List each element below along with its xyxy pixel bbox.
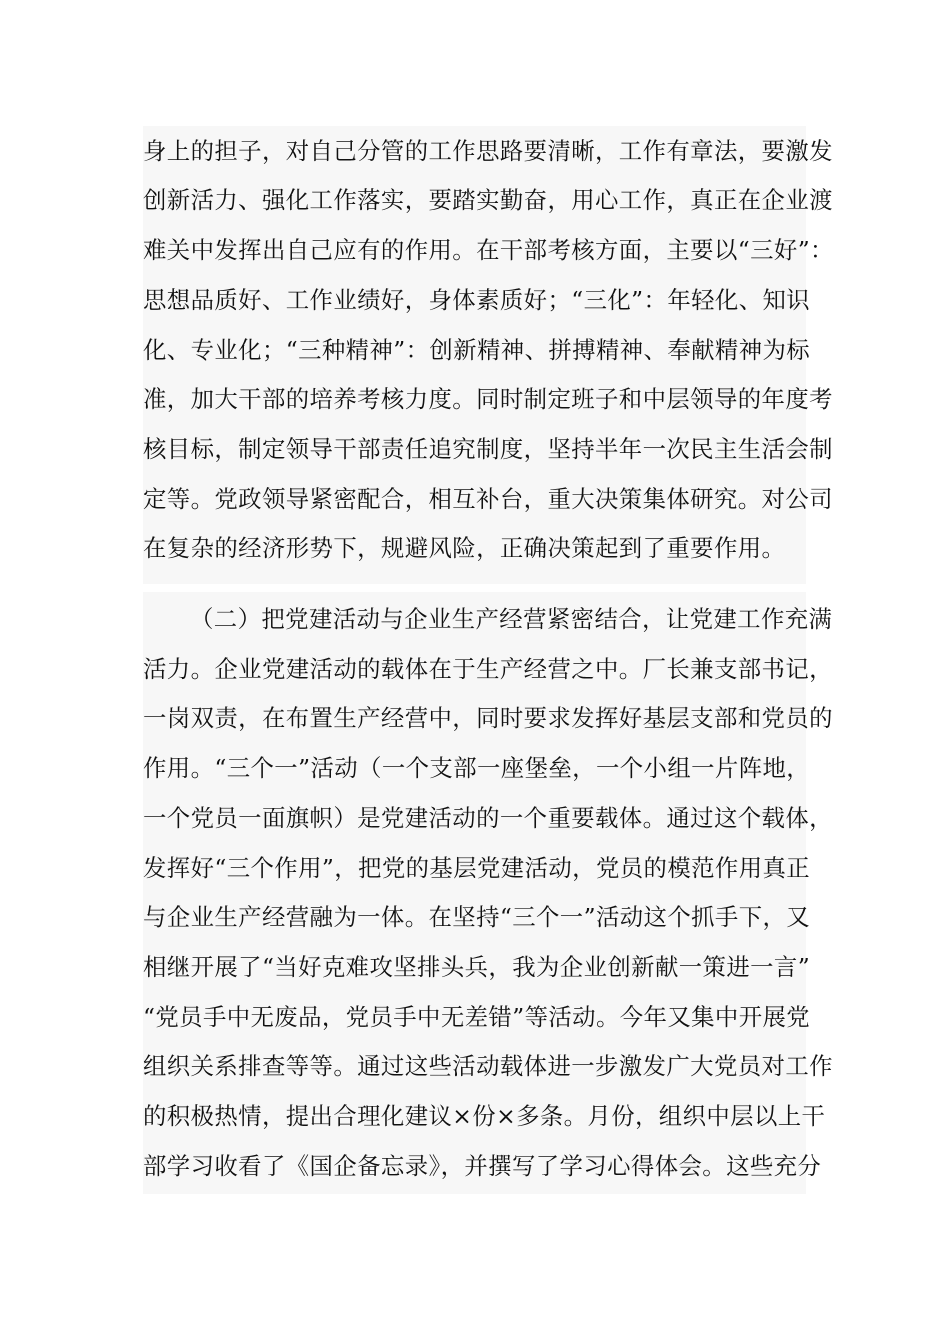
text-line-indented: （二）把党建活动与企业生产经营紧密结合，让党建工作充满	[190, 605, 833, 633]
text-line: 的积极热情，提出合理化建议×份×多条。月份，组织中层以上干	[143, 1102, 826, 1130]
text-line: 活力。企业党建活动的载体在于生产经营之中。厂长兼支部书记，	[143, 655, 833, 683]
text-line: 创新活力、强化工作落实，要踏实勤奋，用心工作，真正在企业渡	[143, 186, 833, 214]
text-line: 定等。党政领导紧密配合，相互补台，重大决策集体研究。对公司	[143, 485, 833, 513]
text-line: 在复杂的经济形势下，规避风险，正确决策起到了重要作用。	[143, 534, 786, 562]
text-line: 一个党员一面旗帜）是党建活动的一个重要载体。通过这个载体，	[143, 804, 833, 832]
text-line: 组织关系排查等等。通过这些活动载体进一步激发广大党员对工作	[143, 1052, 833, 1080]
text-line: 化、专业化；“三种精神”：创新精神、拼搏精神、奉献精神为标	[143, 336, 811, 364]
text-line: 部学习收看了《国企备忘录》，并撰写了学习心得体会。这些充分	[143, 1152, 822, 1180]
text-line: 与企业生产经营融为一体。在坚持“三个一”活动这个抓手下，又	[143, 903, 811, 931]
text-line: 难关中发挥出自己应有的作用。在干部考核方面，主要以“三好”：	[143, 236, 834, 264]
text-line: 核目标，制定领导干部责任追究制度，坚持半年一次民主生活会制	[143, 435, 833, 463]
text-line: 发挥好“三个作用”，把党的基层党建活动，党员的模范作用真正	[143, 854, 811, 882]
text-line: 准，加大干部的培养考核力度。同时制定班子和中层领导的年度考	[143, 385, 833, 413]
text-line: 一岗双责，在布置生产经营中，同时要求发挥好基层支部和党员的	[143, 704, 833, 732]
text-line: 身上的担子，对自己分管的工作思路要清晰，工作有章法，要激发	[143, 137, 833, 165]
text-line: 作用。“三个一”活动（一个支部一座堡垒，一个小组一片阵地，	[143, 754, 811, 782]
text-line: 相继开展了“当好克难攻坚排头兵，我为企业创新献一策进一言”	[143, 953, 811, 981]
text-line: “党员手中无废品，党员手中无差错”等活动。今年又集中开展党	[143, 1003, 811, 1031]
text-line: 思想品质好、工作业绩好，身体素质好；“三化”：年轻化、知识	[143, 286, 811, 314]
